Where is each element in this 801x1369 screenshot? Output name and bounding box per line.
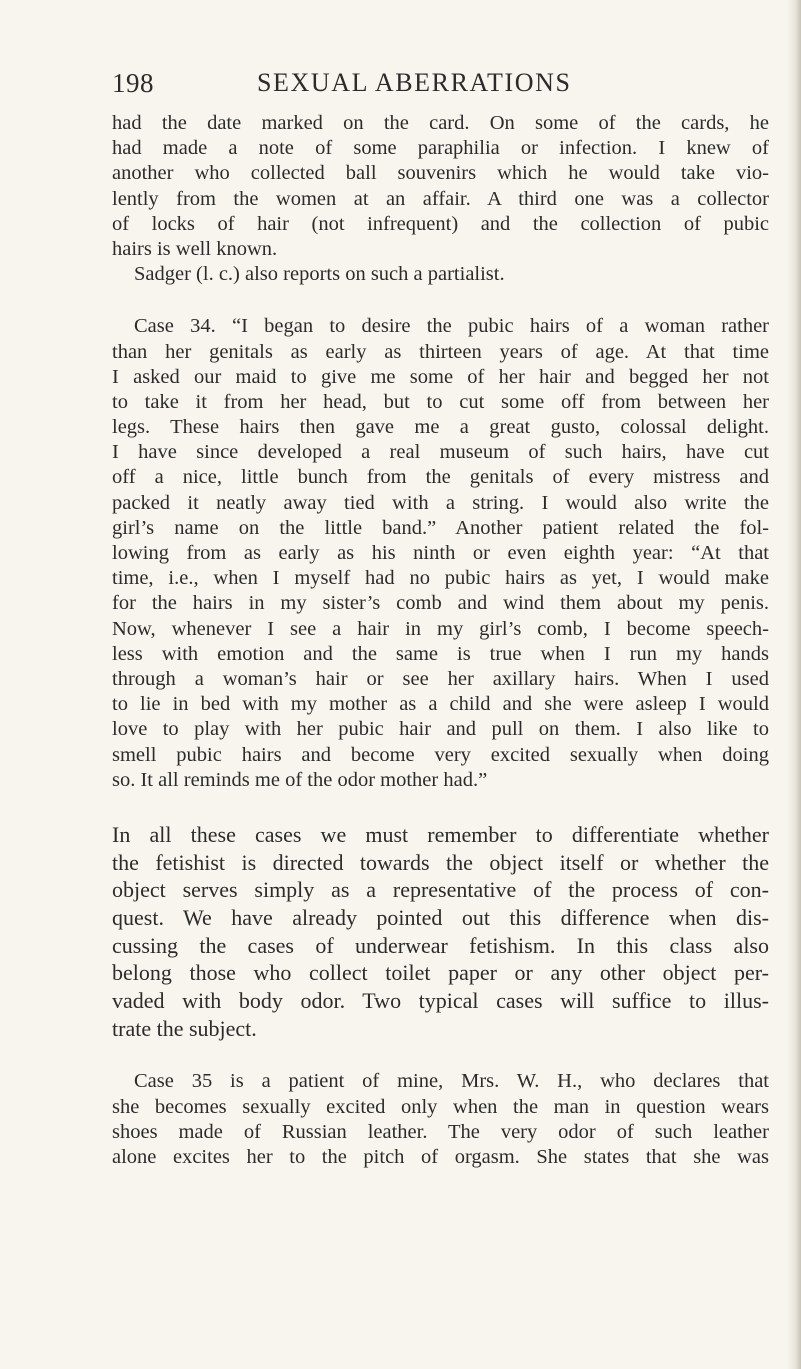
text-line: alone excites her to the pitch of orgasm. She states that she was <box>112 1145 769 1168</box>
text-line: trate the subject. <box>112 1015 257 1041</box>
running-title: SEXUAL ABERRATIONS <box>257 68 572 97</box>
text-line: vaded with body odor. Two typical cases will suffice to illus- <box>112 988 769 1013</box>
page-header <box>112 68 737 108</box>
paragraph-sadger <box>112 262 769 287</box>
paragraph-case-35 <box>112 1069 769 1170</box>
text-line: another who collected ball souvenirs which he would take vio- <box>112 162 769 185</box>
text-line: lowing from as early as his ninth or even eighth year: “At that <box>112 542 769 564</box>
text-line: time, i.e., when I myself had no pubic hairs as yet, I would make <box>112 567 769 590</box>
text-line: Case 34. “I began to desire the pubic hairs of a woman rather <box>134 315 769 338</box>
text-line: quest. We have already pointed out this difference when dis- <box>112 904 769 930</box>
text-line: less with emotion and the same is true when I run my hands <box>112 642 769 665</box>
page-number: 198 <box>112 68 154 98</box>
text-line: lently from the women at an affair. A third one was a collector <box>112 187 769 210</box>
page-edge-shadow <box>787 0 801 1369</box>
text-line: off a nice, little bunch from the genitals of every mistress and <box>112 466 769 489</box>
text-line: legs. These hairs then gave me a great gusto, colossal delight. <box>112 416 769 439</box>
text-line: belong those who collect toilet paper or any other object per- <box>112 960 769 986</box>
text-line: had made a note of some paraphilia or infection. I knew of <box>112 137 769 160</box>
text-line: packed it neatly away tied with a string. I would also write the <box>112 491 769 514</box>
paragraph-gap <box>112 287 769 314</box>
text-line: In all these cases we must remember to differentiate whether <box>112 821 769 847</box>
body-text <box>112 111 769 1170</box>
paragraph-continuation <box>112 111 769 262</box>
text-line: to lie in bed with my mother as a child and she were asleep I would <box>112 693 769 716</box>
text-line: I have since developed a real museum of such hairs, have cut <box>112 441 769 464</box>
text-line: object serves simply as a representative of the process of con- <box>112 877 769 903</box>
text-line: through a woman’s hair or see her axillary hairs. When I used <box>112 667 769 690</box>
text-line: for the hairs in my sister’s comb and wind them about my penis. <box>112 592 769 615</box>
text-line: shoes made of Russian leather. The very odor of such leather <box>112 1120 769 1143</box>
text-line: the fetishist is directed towards the object itself or whether the <box>112 849 769 875</box>
text-line: so. It all reminds me of the odor mother had.” <box>112 768 488 791</box>
text-line: of locks of hair (not infrequent) and the collection of pubic <box>112 212 769 235</box>
text-line: smell pubic hairs and become very excited sexually when doing <box>112 743 769 766</box>
text-line: Now, whenever I see a hair in my girl’s comb, I become speech- <box>112 617 769 640</box>
text-line: had the date marked on the card. On some of the cards, he <box>112 112 769 134</box>
paragraph-case-34 <box>112 314 769 793</box>
text-line: she becomes sexually excited only when the man in question wears <box>112 1095 769 1118</box>
text-line: than her genitals as early as thirteen years of age. At that time <box>112 340 769 363</box>
text-line: love to play with her pubic hair and pull on them. I also like to <box>112 718 769 741</box>
text-line: Sadger (l. c.) also reports on such a partialist. <box>134 263 505 286</box>
text-line: hairs is well known. <box>112 237 278 260</box>
text-line: cussing the cases of underwear fetishism. In this class also <box>112 932 769 958</box>
text-line: Case 35 is a patient of mine, Mrs. W. H., who declares that <box>134 1070 769 1093</box>
paragraph-gap <box>112 1042 769 1069</box>
paragraph-gap <box>112 793 769 821</box>
text-line: to take it from her head, but to cut some off from between her <box>112 390 769 413</box>
paragraph-differentiate <box>112 821 769 1043</box>
text-line: girl’s name on the little band.” Another patient related the fol- <box>112 516 769 539</box>
text-line: I asked our maid to give me some of her hair and begged her not <box>112 365 769 388</box>
